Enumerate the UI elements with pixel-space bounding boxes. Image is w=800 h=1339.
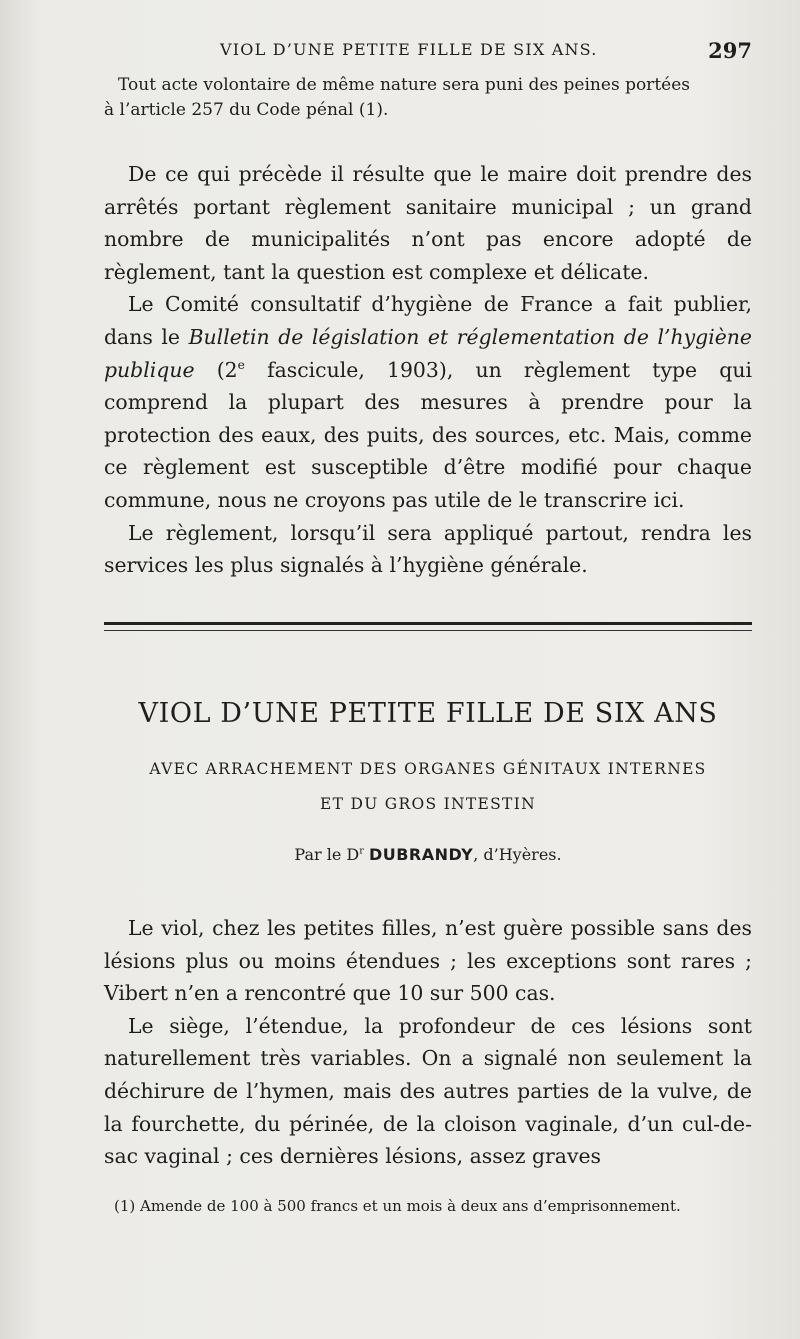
paragraph-3: Le règlement, lorsqu’il sera appliqué partout, rendra les services les plus signalés à l’hygiène générale. (104, 520, 752, 578)
section-a (104, 158, 752, 582)
paragraph-2-part-a: Le Comité consultatif d’hygiène de France a fait publier, dans le (104, 292, 752, 349)
footnote-text: (1) Amende de 100 à 500 francs et un mois à deux ans d’emprisonnement. (114, 1197, 681, 1215)
superscript-e: e (237, 357, 245, 372)
intro-paragraph (104, 73, 752, 122)
paragraph-2-part-c: fascicule, 1903), un règlement type qui comprend la plupart des mesures à prendre pour la protection des eaux, des puits, des sources, etc. Mais, comme ce règlement est susceptible d’être modifié pour chaque commune, nous ne croyons pas utile de le transcrire ici. (104, 357, 752, 512)
paragraph-2 (104, 288, 752, 516)
running-head (104, 38, 752, 66)
article-paragraph-1: Le viol, chez les petites filles, n’est guère possible sans des lésions plus ou moins étendues ; les exceptions sont rares ; Vibert n’en a rencontré que 10 sur 500 cas. (104, 916, 752, 1006)
intro-line-1: Tout acte volontaire de même nature sera puni des peines portées (118, 75, 690, 95)
section-divider-thin (104, 630, 752, 631)
page-number: 297 (708, 38, 752, 63)
article-paragraph-2: Le siège, l’étendue, la profondeur de ces lésions sont naturellement très variables. On a signalé non seulement la déchirure de l’hymen, mais des autres parties de la vulve, de la fourchette, du périnée, de la cloison vaginale, d’un cul-de-sac vaginal ; ces dernières lésions, assez graves (104, 1013, 752, 1169)
article-subtitle-2: ET DU GROS INTESTIN (320, 795, 536, 813)
paragraph-2-part-b: (2 (194, 357, 238, 382)
article-title: VIOL D’UNE PETITE FILLE DE SIX ANS (138, 698, 718, 729)
article-body (104, 912, 752, 1173)
byline (104, 845, 752, 864)
author-name: DUBRANDY (368, 845, 474, 864)
intro-line-2: à l’article 257 du Code pénal (1). (104, 99, 389, 120)
section-divider-thick (104, 622, 752, 625)
article-subtitle-1: AVEC ARRACHEMENT DES ORGANES GÉNITAUX INTERNES (149, 760, 707, 778)
bulletin-title: Bulletin de législation et réglementation de l’hygiène publique (104, 324, 753, 382)
byline-suffix: , d’Hyères. (473, 845, 562, 864)
running-title: VIOL D’UNE PETITE FILLE DE SIX ANS. (220, 40, 598, 59)
byline-superscript: r (359, 845, 364, 857)
paragraph-1: De ce qui précède il résulte que le maire doit prendre des arrêtés portant règlement sanitaire municipal ; un grand nombre de municipalités n’ont pas encore adopté de règlement, tant la question est complexe et délicate. (104, 162, 752, 284)
footnote (104, 1196, 752, 1217)
byline-prefix: Par le D (294, 845, 360, 864)
